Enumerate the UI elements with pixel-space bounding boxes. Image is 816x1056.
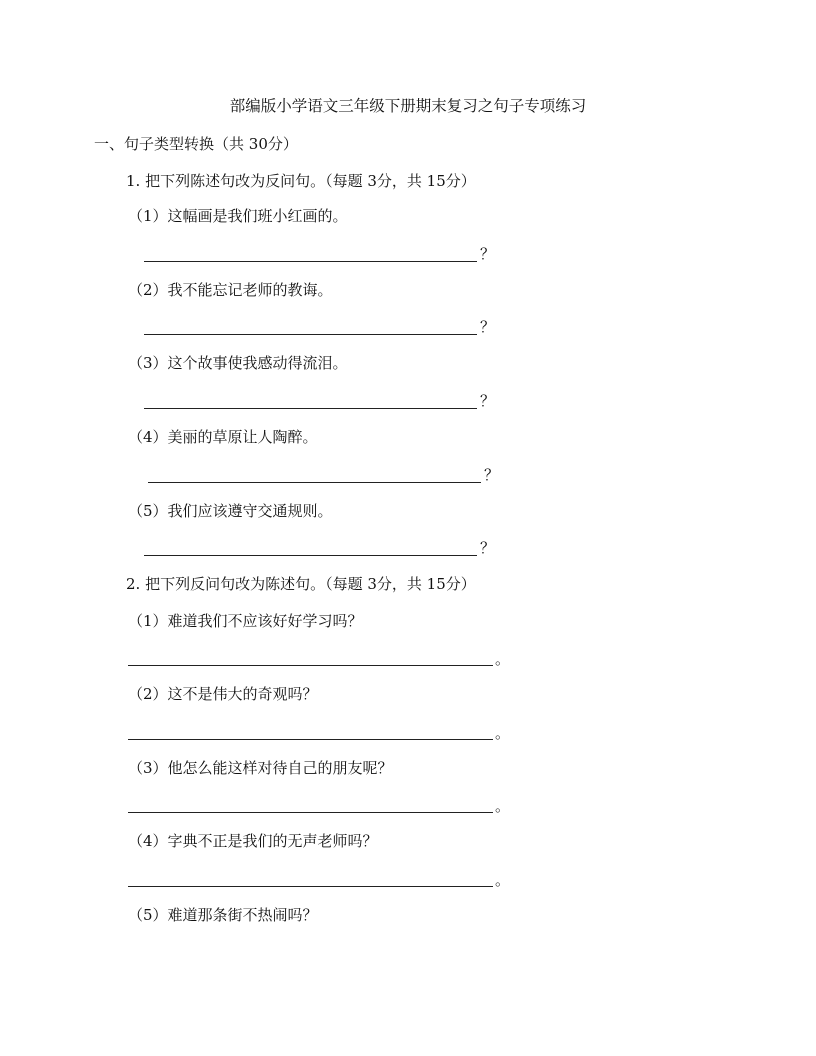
q1-item-3-end-mark: ？ — [480, 392, 496, 410]
q1-item-1-end-mark: ？ — [480, 245, 496, 263]
q2-item-4-label: （4）字典不正是我们的无声老师吗？ — [128, 832, 378, 850]
q2-item-1-label: （1）难道我们不应该好好学习吗？ — [128, 612, 363, 630]
q1-item-5-answer-line[interactable] — [144, 555, 477, 556]
question-1-instruction: 1. 把下列陈述句改为反问句。（每题 3分，共 15分） — [126, 172, 476, 190]
q2-item-5-label: （5）难道那条街不热闹吗？ — [128, 906, 318, 924]
page-title: 部编版小学语文三年级下册期末复习之句子专项练习 — [229, 97, 587, 115]
q2-item-3-label: （3）他怎么能这样对待自己的朋友呢？ — [128, 759, 393, 777]
q2-item-3-answer-line[interactable] — [128, 812, 493, 813]
q1-item-5-end-mark: ？ — [480, 539, 496, 557]
q1-item-2-end-mark: ？ — [480, 318, 496, 336]
q2-item-2-answer-line[interactable] — [128, 739, 493, 740]
q1-item-3-label: （3）这个故事使我感动得流泪。 — [128, 354, 348, 372]
question-2-instruction: 2. 把下列反问句改为陈述句。（每题 3分，共 15分） — [126, 575, 476, 593]
q1-item-1-label: （1）这幅画是我们班小红画的。 — [128, 207, 348, 225]
q2-item-4-answer-line[interactable] — [128, 886, 493, 887]
q1-item-3-answer-line[interactable] — [144, 408, 477, 409]
q2-item-1-end-mark: 。 — [495, 650, 511, 668]
q1-item-2-label: （2）我不能忘记老师的教诲。 — [128, 281, 333, 299]
section-heading: 一、句子类型转换（共 30分） — [94, 135, 298, 153]
q1-item-4-end-mark: ？ — [484, 466, 500, 484]
q2-item-3-end-mark: 。 — [495, 797, 511, 815]
q2-item-2-label: （2）这不是伟大的奇观吗？ — [128, 685, 318, 703]
q1-item-4-answer-line[interactable] — [148, 482, 481, 483]
q2-item-4-end-mark: 。 — [495, 871, 511, 889]
q1-item-5-label: （5）我们应该遵守交通规则。 — [128, 502, 333, 520]
q1-item-1-answer-line[interactable] — [144, 261, 477, 262]
q1-item-2-answer-line[interactable] — [144, 334, 477, 335]
q2-item-1-answer-line[interactable] — [128, 665, 493, 666]
q2-item-2-end-mark: 。 — [495, 724, 511, 742]
q1-item-4-label: （4）美丽的草原让人陶醉。 — [128, 428, 318, 446]
